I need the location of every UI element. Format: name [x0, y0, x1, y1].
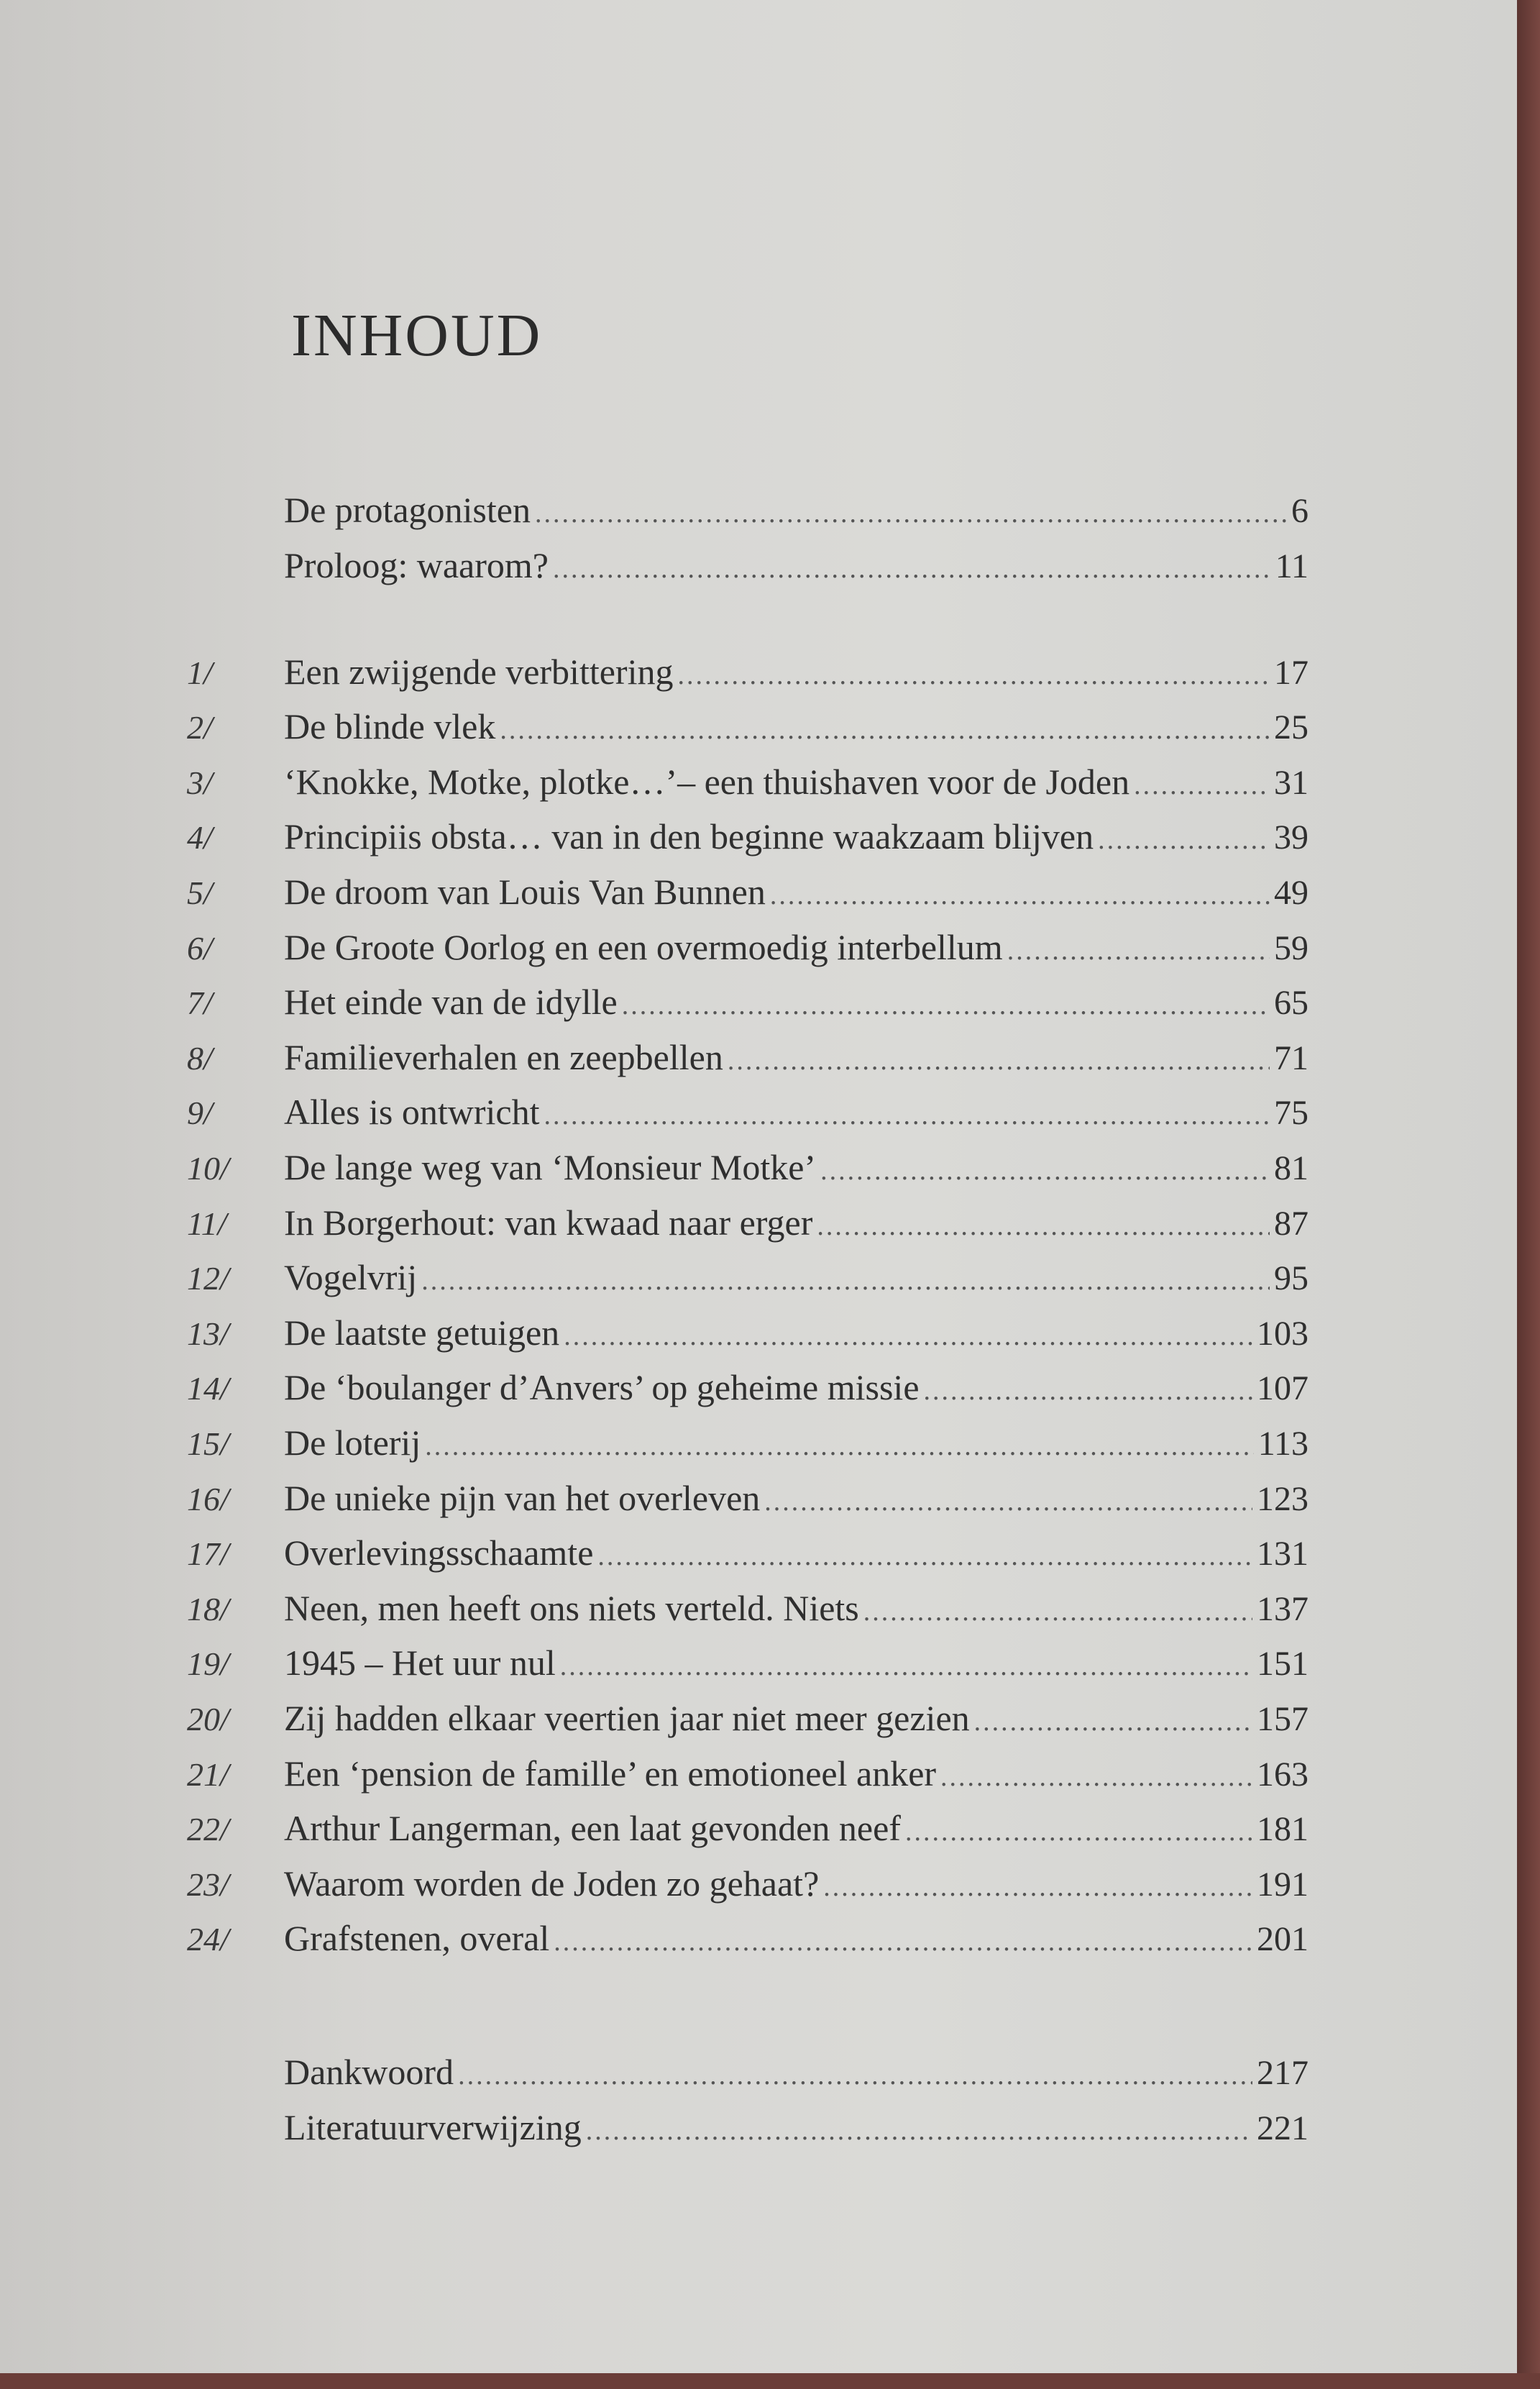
- page-number: 201: [1257, 1920, 1308, 1958]
- page-number: 123: [1257, 1480, 1308, 1518]
- chapter-number: 1/: [187, 654, 213, 691]
- table-surface-right: [1517, 0, 1540, 2389]
- dot-leader: [728, 1045, 1270, 1077]
- page-number: 25: [1274, 708, 1308, 746]
- toc-entry: [187, 1863, 1308, 1909]
- dot-leader: [554, 1926, 1252, 1958]
- table-surface-bottom: [0, 2373, 1540, 2389]
- toc-entry: [187, 1312, 1308, 1358]
- dot-leader: [560, 1650, 1252, 1682]
- entry-label: Waarom worden de Joden zo gehaat?: [284, 1863, 820, 1904]
- entry-label: De laatste getuigen: [284, 1312, 560, 1353]
- entry-label: Literatuurverwijzing: [284, 2107, 582, 2147]
- toc-entry: [187, 1036, 1308, 1082]
- chapter-number: 11/: [187, 1205, 227, 1242]
- entry-label: Een zwijgende verbittering: [284, 652, 674, 692]
- toc-entry: [187, 871, 1308, 917]
- chapter-number: 12/: [187, 1260, 229, 1297]
- toc-entry: [187, 1422, 1308, 1468]
- page-number: 157: [1257, 1700, 1308, 1738]
- dot-leader: [1007, 935, 1270, 967]
- page-number: 6: [1291, 492, 1308, 530]
- entry-label: 1945 – Het uur nul: [284, 1643, 556, 1683]
- dot-leader: [425, 1430, 1254, 1462]
- chapter-number: 6/: [187, 930, 213, 967]
- toc-entry: [187, 761, 1308, 807]
- page-number: 87: [1274, 1205, 1308, 1243]
- chapter-number: 2/: [187, 709, 213, 746]
- entry-label: Het einde van de idylle: [284, 982, 618, 1022]
- dot-leader: [1134, 769, 1270, 801]
- dot-leader: [823, 1871, 1252, 1903]
- page-number: 95: [1274, 1259, 1308, 1297]
- page-number: 31: [1274, 764, 1308, 802]
- toc-entry: [187, 926, 1308, 972]
- page-number: 181: [1257, 1810, 1308, 1848]
- dot-leader: [421, 1265, 1270, 1297]
- toc-entry: [187, 544, 1308, 590]
- page-number: 59: [1274, 929, 1308, 967]
- page-number: 49: [1274, 874, 1308, 912]
- dot-leader: [770, 880, 1270, 911]
- chapter-number: 3/: [187, 764, 213, 801]
- page-number: 65: [1274, 984, 1308, 1022]
- page-number: 75: [1274, 1094, 1308, 1132]
- dot-leader: [586, 2115, 1252, 2147]
- chapter-number: 24/: [187, 1921, 229, 1958]
- toc-entry: [187, 1477, 1308, 1523]
- toc-entry: [187, 1753, 1308, 1799]
- entry-label: Principiis obsta… van in den beginne waakzaam blijven: [284, 816, 1094, 857]
- entry-label: De droom van Louis Van Bunnen: [284, 872, 766, 912]
- chapter-number: 9/: [187, 1095, 213, 1131]
- toc-entry: [187, 2051, 1308, 2097]
- entry-label: Overlevingsschaamte: [284, 1532, 594, 1573]
- dot-leader: [458, 2060, 1252, 2091]
- chapter-number: 19/: [187, 1645, 229, 1682]
- toc-entry: [187, 1256, 1308, 1302]
- page-number: 131: [1257, 1535, 1308, 1573]
- toc-entry: [187, 1807, 1308, 1853]
- page-number: 191: [1257, 1865, 1308, 1904]
- entry-label: Proloog: waarom?: [284, 545, 549, 585]
- toc-entry: [187, 1532, 1308, 1578]
- toc-entry: [187, 981, 1308, 1027]
- entry-label: Zij hadden elkaar veertien jaar niet meer gezien: [284, 1698, 970, 1738]
- toc-entry: [187, 489, 1308, 535]
- dot-leader: [764, 1486, 1252, 1517]
- chapter-number: 14/: [187, 1370, 229, 1407]
- chapter-number: 21/: [187, 1756, 229, 1793]
- page-number: 71: [1274, 1039, 1308, 1077]
- toc-entry: [187, 1091, 1308, 1137]
- chapter-number: 8/: [187, 1040, 213, 1077]
- entry-label: Een ‘pension de famille’ en emotioneel anker: [284, 1753, 937, 1794]
- dot-leader: [622, 990, 1270, 1021]
- page-number: 151: [1257, 1645, 1308, 1683]
- toc-entry: [187, 1587, 1308, 1633]
- entry-label: Arthur Langerman, een laat gevonden neef: [284, 1808, 901, 1848]
- toc-entry: [187, 1917, 1308, 1963]
- entry-label: De lange weg van ‘Monsieur Motke’: [284, 1147, 817, 1187]
- entry-label: Dankwoord: [284, 2052, 454, 2092]
- toc-entry: [187, 816, 1308, 862]
- entry-label: ‘Knokke, Motke, plotke…’– een thuishaven voor de Joden: [284, 762, 1130, 802]
- dot-leader: [820, 1155, 1270, 1187]
- chapter-number: 17/: [187, 1535, 229, 1572]
- page-number: 137: [1257, 1590, 1308, 1628]
- dot-leader: [817, 1210, 1270, 1242]
- chapter-number: 10/: [187, 1150, 229, 1187]
- chapter-number: 15/: [187, 1425, 229, 1462]
- page-number: 17: [1274, 654, 1308, 692]
- dot-leader: [500, 714, 1270, 746]
- entry-label: Grafstenen, overal: [284, 1918, 550, 1958]
- entry-label: De Groote Oorlog en een overmoedig interbellum: [284, 927, 1003, 967]
- chapter-number: 13/: [187, 1315, 229, 1352]
- entry-label: De loterij: [284, 1422, 421, 1463]
- dot-leader: [544, 1100, 1270, 1131]
- entry-label: De protagonisten: [284, 490, 531, 530]
- toc-entry: [187, 1366, 1308, 1412]
- chapter-number: 16/: [187, 1481, 229, 1517]
- chapter-number: 20/: [187, 1701, 229, 1737]
- page-number: 217: [1257, 2054, 1308, 2092]
- entry-label: De ‘boulanger d’Anvers’ op geheime missie: [284, 1367, 920, 1407]
- chapter-number: 23/: [187, 1866, 229, 1903]
- toc-entry: [187, 651, 1308, 697]
- page-number: 107: [1257, 1369, 1308, 1407]
- page-number: 163: [1257, 1755, 1308, 1794]
- entry-label: Alles is ontwricht: [284, 1092, 540, 1132]
- dot-leader: [564, 1320, 1252, 1352]
- page-number: 81: [1274, 1149, 1308, 1187]
- chapter-number: 22/: [187, 1811, 229, 1847]
- toc-entry: [187, 1697, 1308, 1743]
- dot-leader: [863, 1596, 1252, 1627]
- entry-label: In Borgerhout: van kwaad naar erger: [284, 1202, 813, 1243]
- toc-entry: [187, 2106, 1308, 2152]
- entry-label: Vogelvrij: [284, 1257, 418, 1297]
- entry-label: Neen, men heeft ons niets verteld. Niets: [284, 1588, 859, 1628]
- toc-entry: [187, 1146, 1308, 1192]
- chapter-number: 7/: [187, 985, 213, 1021]
- page-number: 113: [1257, 1425, 1308, 1463]
- page-number: 103: [1257, 1315, 1308, 1353]
- page-number: 11: [1275, 547, 1308, 585]
- page-number: 39: [1274, 818, 1308, 857]
- dot-leader: [905, 1816, 1252, 1847]
- dot-leader: [974, 1706, 1252, 1737]
- entry-label: De unieke pijn van het overleven: [284, 1478, 761, 1518]
- toc-entry: [187, 705, 1308, 752]
- dot-leader: [677, 659, 1270, 691]
- chapter-number: 4/: [187, 819, 213, 856]
- dot-leader: [1098, 824, 1270, 856]
- dot-leader: [924, 1375, 1252, 1407]
- entry-label: De blinde vlek: [284, 706, 496, 746]
- page-title: INHOUD: [291, 302, 543, 369]
- chapter-number: 5/: [187, 874, 213, 911]
- dot-leader: [535, 498, 1287, 529]
- toc-entry: [187, 1202, 1308, 1248]
- dot-leader: [597, 1540, 1252, 1572]
- entry-label: Familieverhalen en zeepbellen: [284, 1037, 723, 1077]
- chapter-number: 18/: [187, 1591, 229, 1627]
- toc-entry: [187, 1642, 1308, 1688]
- dot-leader: [940, 1761, 1252, 1793]
- dot-leader: [553, 553, 1271, 585]
- page-number: 221: [1257, 2109, 1308, 2147]
